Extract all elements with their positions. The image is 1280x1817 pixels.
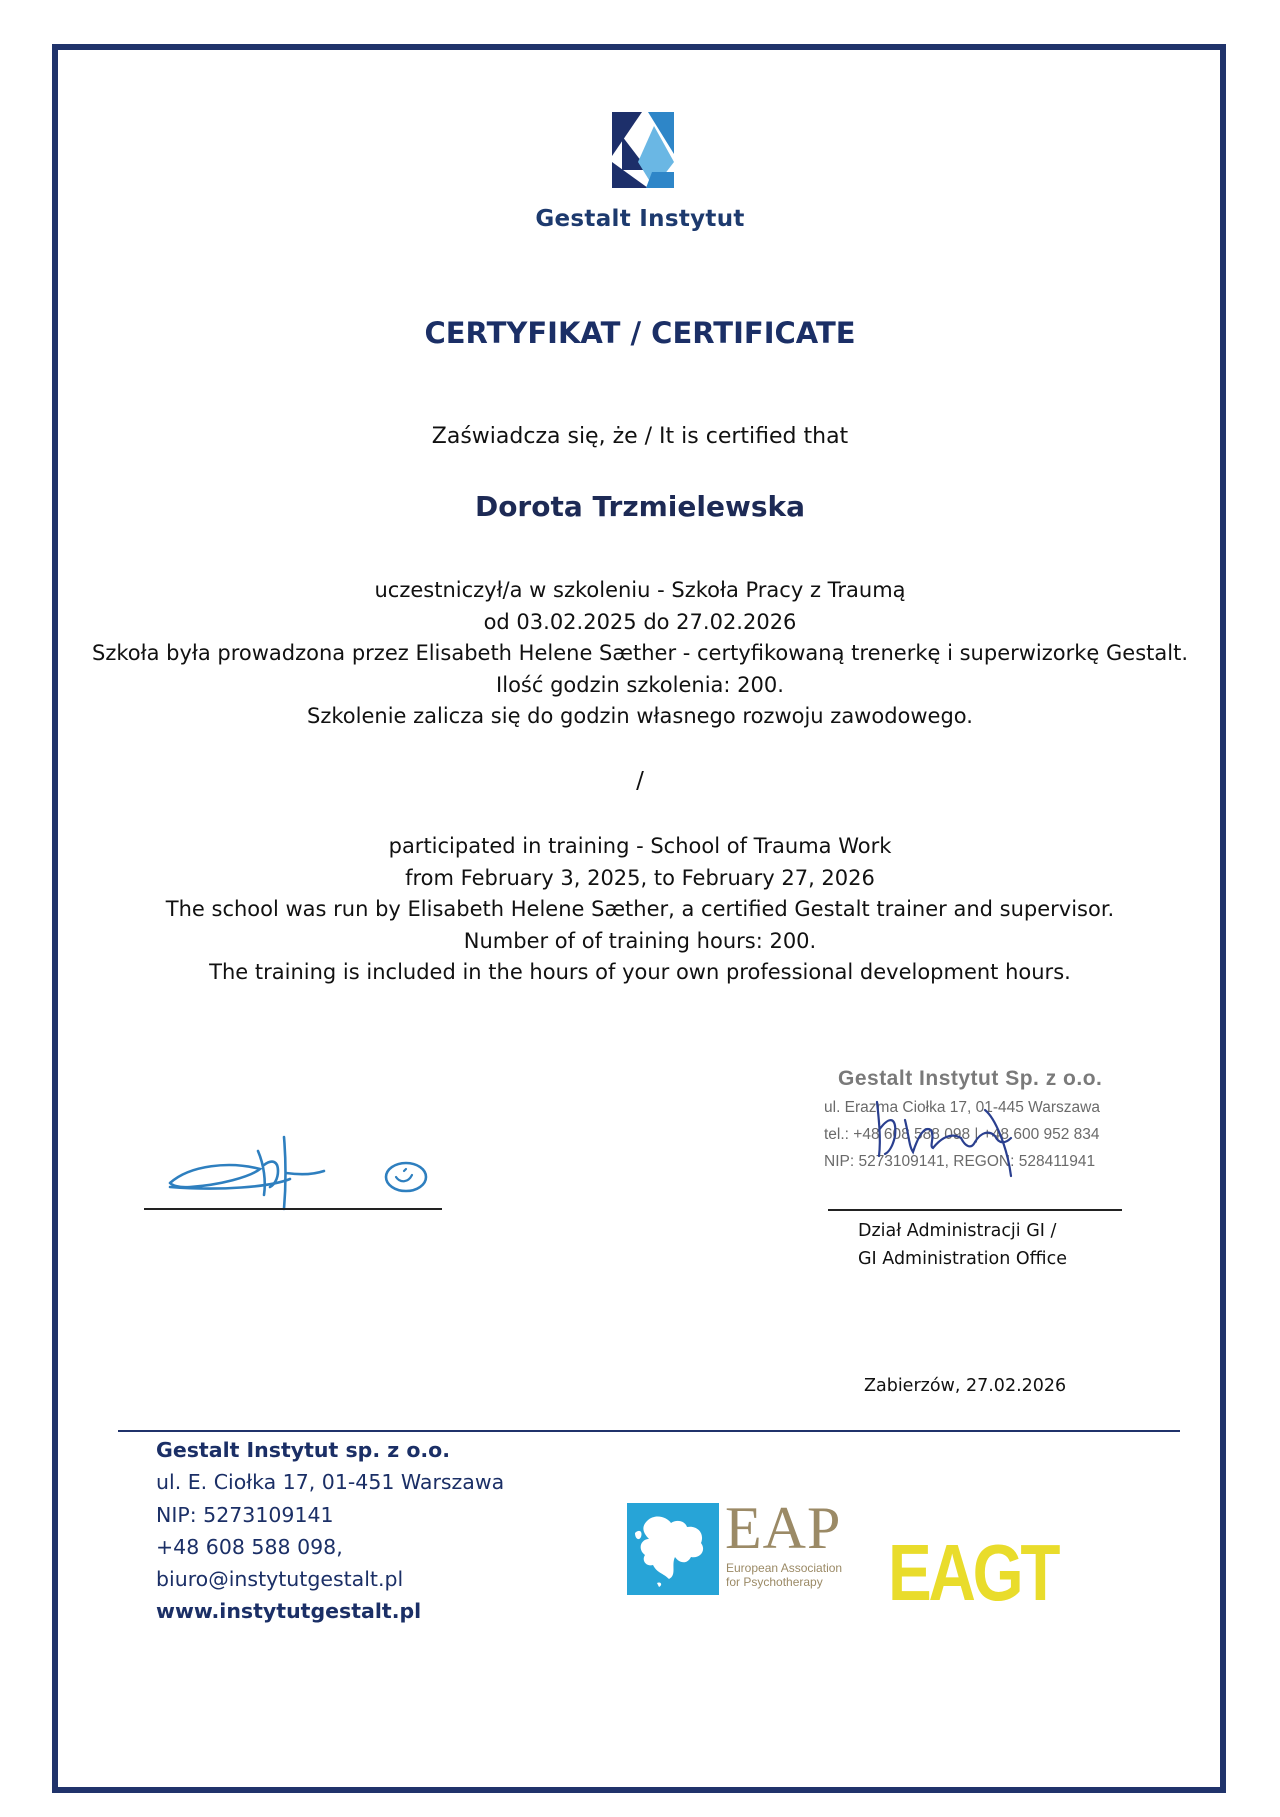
- certificate-title: CERTYFIKAT / CERTIFICATE: [424, 316, 856, 350]
- stamp-company: Gestalt Instytut Sp. z o.o.: [838, 1067, 1103, 1090]
- stamp-ids: NIP: 5273109141, REGON: 528411941: [824, 1153, 1096, 1170]
- polish-line: uczestniczył/a w szkoleniu - Szkoła Pracy z Traumą: [374, 578, 906, 602]
- signature-line-right: [828, 1209, 1122, 1211]
- polish-line: od 03.02.2025 do 27.02.2026: [483, 609, 797, 634]
- recipient-name: Dorota Trzmielewska: [474, 490, 806, 523]
- eap-subtitle-line: for Psychotherapy: [726, 1575, 823, 1589]
- administration-signature: [835, 1080, 1115, 1180]
- office-pl: Dział Administracji GI /: [858, 1221, 1057, 1241]
- english-line: The school was run by Elisabeth Helene Sæther, a certified Gestalt trainer and supervisor.: [165, 897, 1115, 921]
- footer-email[interactable]: biuro@instytutgestalt.pl: [156, 1567, 404, 1592]
- eap-logo: [627, 1495, 857, 1595]
- english-line: Number of of training hours: 200.: [463, 928, 817, 953]
- stamp-phones: tel.: +48 608 588 098 | +48 600 952 834: [824, 1126, 1100, 1143]
- place-date: Zabierzów, 27.02.2026: [864, 1376, 1067, 1396]
- english-description: [0, 831, 1280, 989]
- office-en: GI Administration Office: [858, 1249, 1067, 1269]
- footer-nip: NIP: 5273109141: [156, 1502, 334, 1527]
- stamp-address: ul. Erazma Ciołka 17, 01-445 Warszawa: [824, 1099, 1100, 1116]
- footer-address: ul. E. Ciołka 17, 01-451 Warszawa: [156, 1470, 505, 1495]
- signature-line-left: [144, 1208, 442, 1210]
- english-line: participated in training - School of Trauma Work: [388, 834, 892, 858]
- eap-subtitle: [726, 1561, 842, 1589]
- footer-website[interactable]: www.instytutgestalt.pl: [156, 1599, 422, 1624]
- eap-subtitle-line: European Association: [726, 1561, 843, 1575]
- footer-divider: [118, 1430, 1180, 1432]
- footer-company: Gestalt Instytut sp. z o.o.: [156, 1438, 451, 1462]
- polish-description: [0, 575, 1280, 733]
- footer-phone: +48 608 588 098,: [156, 1534, 343, 1559]
- gestalt-instytut-logo-icon: [608, 112, 674, 188]
- office-label: [858, 1217, 1067, 1273]
- director-signature: [160, 1125, 450, 1211]
- polish-line: Ilość godzin szkolenia: 200.: [496, 672, 784, 697]
- intro-text: Zaświadcza się, że / It is certified that: [431, 424, 849, 449]
- footer-contact: [156, 1434, 504, 1628]
- language-separator: /: [636, 768, 644, 794]
- eap-wordmark: EAP: [725, 1495, 842, 1561]
- polish-line: Szkolenie zalicza się do godzin własnego rozwoju zawodowego.: [307, 704, 973, 728]
- eagt-logo: EAGT: [888, 1528, 1058, 1617]
- english-line: from February 3, 2025, to February 27, 2026: [405, 865, 875, 890]
- polish-line: Szkoła była prowadzona przez Elisabeth Helene Sæther - certyfikowaną trenerkę i superwizorkę Gestalt.: [92, 641, 1188, 665]
- english-line: The training is included in the hours of your own professional development hours.: [209, 960, 1071, 984]
- europe-map-icon: [627, 1503, 719, 1595]
- brand-name: Gestalt Instytut: [535, 206, 745, 232]
